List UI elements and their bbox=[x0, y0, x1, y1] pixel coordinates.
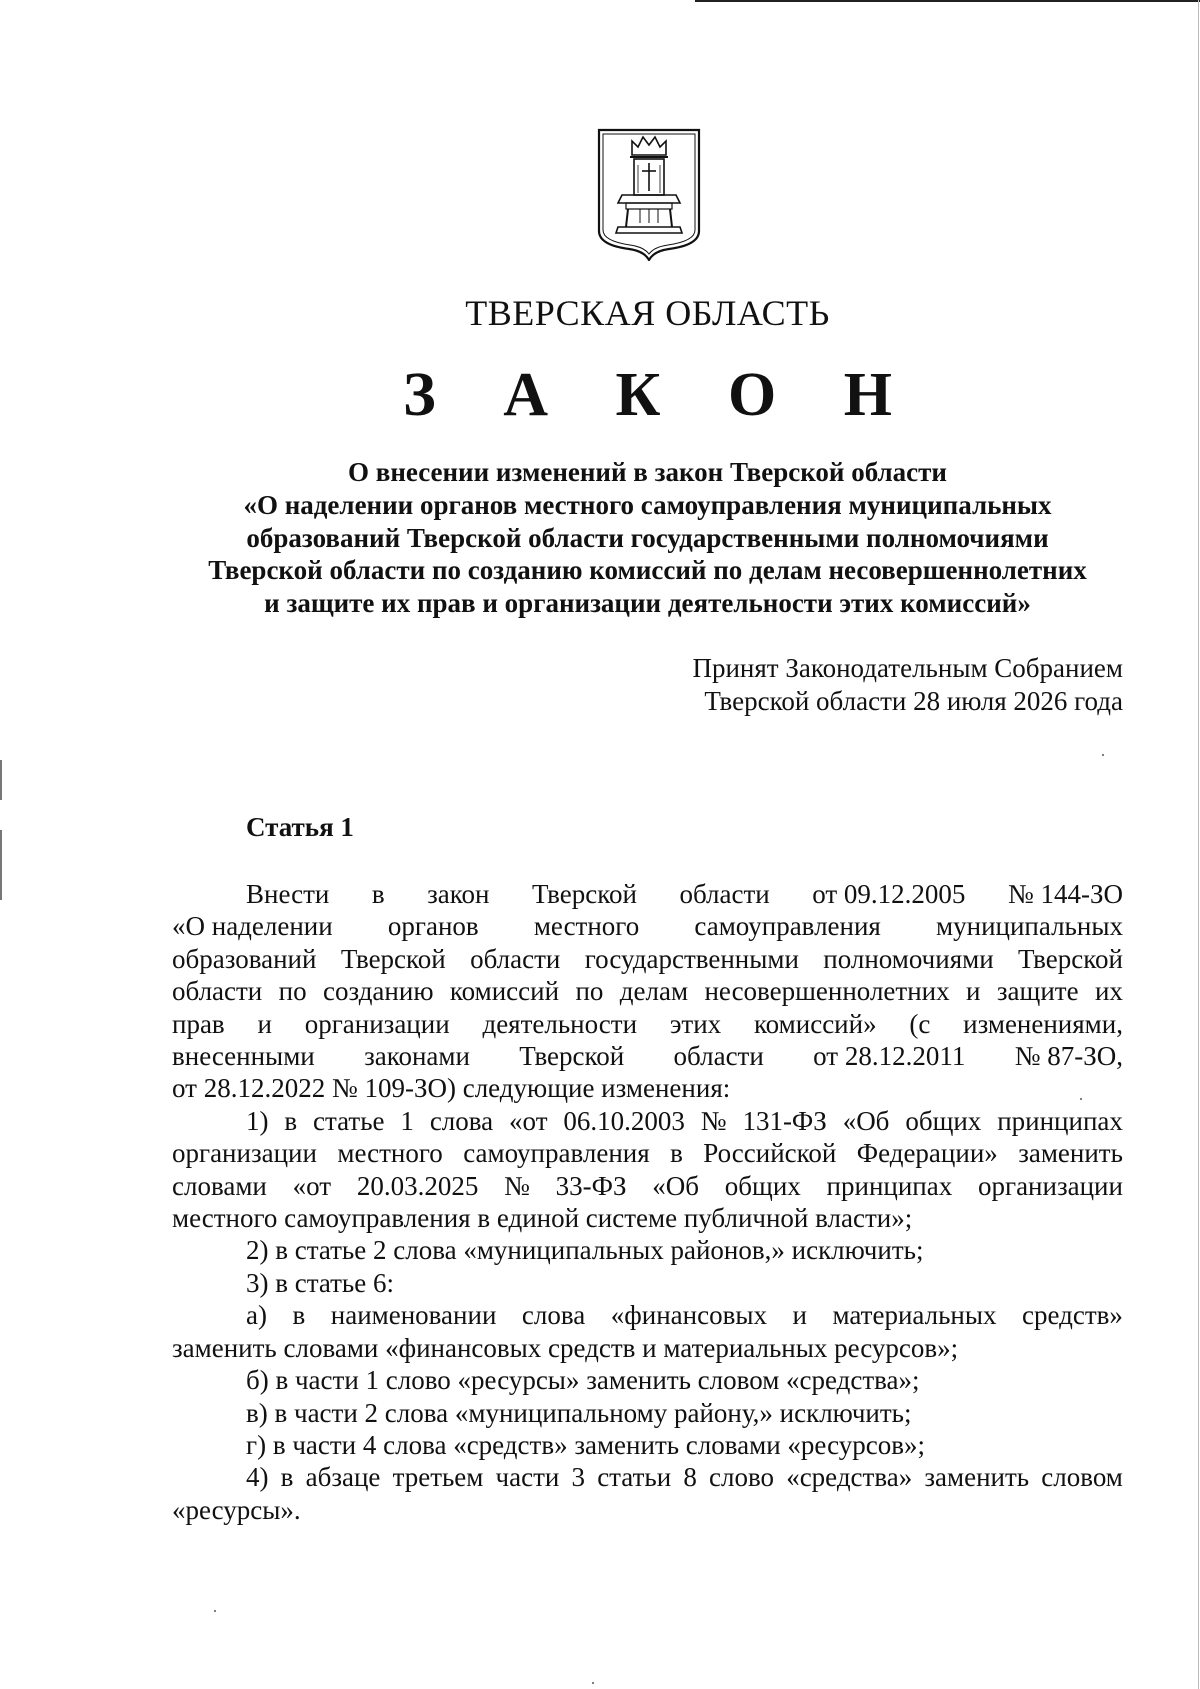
article-text-line bbox=[172, 1397, 1123, 1429]
article-text-line bbox=[172, 1332, 1123, 1364]
text-fragment: от 09.12.2005 bbox=[812, 879, 966, 909]
text-fragment: законами bbox=[364, 1041, 470, 1072]
text-fragment: «Об bbox=[652, 1170, 700, 1201]
text-fragment: изменениями, bbox=[963, 1008, 1123, 1039]
text-fragment: Тверской bbox=[532, 879, 637, 909]
article-text-line bbox=[172, 975, 1123, 1007]
text-fragment: от 28.12.2011 bbox=[813, 1041, 966, 1072]
text-fragment: «ресурсы». bbox=[172, 1494, 301, 1525]
text-fragment: в) в части 2 слова «муниципальному району,» исключить; bbox=[246, 1397, 912, 1428]
scan-edge-left bbox=[0, 760, 2, 800]
text-fragment: в bbox=[280, 1462, 294, 1493]
law-title bbox=[172, 456, 1123, 620]
text-fragment: и bbox=[257, 1008, 272, 1039]
article-text-line bbox=[172, 1461, 1123, 1493]
text-fragment: организации bbox=[978, 1170, 1123, 1201]
article-text-line bbox=[172, 1008, 1123, 1040]
article-text-line bbox=[172, 1137, 1123, 1169]
text-fragment: полномочиями bbox=[823, 943, 994, 974]
law-title-line: образований Тверской области государственными полномочиями bbox=[246, 522, 1049, 553]
text-fragment: № 144-ЗО bbox=[1007, 879, 1123, 909]
text-fragment: организации bbox=[304, 1008, 450, 1039]
text-fragment: созданию bbox=[323, 976, 434, 1007]
text-fragment: общих bbox=[905, 1105, 982, 1136]
text-fragment: средств» bbox=[1022, 1300, 1123, 1331]
text-fragment: Тверской bbox=[519, 1041, 625, 1072]
text-fragment: а) bbox=[246, 1300, 267, 1331]
article-text-line bbox=[172, 1494, 1123, 1526]
scan-edge-right bbox=[1198, 0, 1199, 1689]
text-fragment: комиссий bbox=[449, 976, 560, 1007]
text-fragment: принципах bbox=[997, 1105, 1123, 1136]
text-fragment: общих bbox=[724, 1170, 801, 1201]
text-fragment: в bbox=[670, 1138, 683, 1169]
text-fragment: Российской bbox=[703, 1138, 837, 1169]
article-text-line bbox=[172, 1105, 1123, 1137]
text-fragment: прав bbox=[172, 1008, 225, 1039]
text-fragment: принципах bbox=[826, 1170, 953, 1201]
text-fragment: Федерации» bbox=[856, 1138, 998, 1169]
text-fragment: заменить bbox=[1018, 1138, 1123, 1169]
text-fragment: словом bbox=[1041, 1462, 1123, 1493]
text-fragment: 3 bbox=[571, 1462, 586, 1493]
text-fragment: и bbox=[966, 976, 981, 1007]
scan-speck bbox=[1080, 1098, 1082, 1100]
text-fragment: № bbox=[700, 1105, 727, 1136]
text-fragment: заменить bbox=[924, 1462, 1030, 1493]
region-name: ТВЕРСКАЯ ОБЛАСТЬ bbox=[465, 293, 830, 333]
article-text-line bbox=[172, 910, 1123, 942]
text-fragment: 33-ФЗ bbox=[555, 1170, 627, 1201]
text-fragment: «от bbox=[509, 1105, 548, 1136]
text-fragment: организации bbox=[172, 1138, 317, 1169]
text-fragment: в bbox=[284, 1105, 298, 1136]
text-fragment: «О наделении bbox=[172, 911, 333, 942]
text-fragment: закон bbox=[427, 879, 490, 909]
article-text-line bbox=[172, 1202, 1123, 1234]
text-fragment: словами bbox=[172, 1170, 267, 1201]
text-fragment: делам bbox=[619, 976, 689, 1007]
scan-edge-left bbox=[0, 830, 2, 900]
text-fragment: статье bbox=[313, 1105, 385, 1136]
article-text-line bbox=[172, 1040, 1123, 1072]
scan-speck bbox=[1102, 754, 1104, 756]
article-heading: Статья 1 bbox=[246, 812, 354, 842]
text-fragment: комиссий» bbox=[753, 1008, 877, 1039]
text-fragment: третьем bbox=[392, 1462, 484, 1493]
text-fragment: 131-ФЗ bbox=[742, 1105, 827, 1136]
text-fragment: 06.10.2003 bbox=[563, 1105, 685, 1136]
text-fragment: муниципальных bbox=[936, 911, 1123, 942]
text-fragment: «от bbox=[292, 1170, 332, 1201]
article-text-line bbox=[172, 1364, 1123, 1396]
adoption-note bbox=[692, 652, 1123, 718]
text-fragment: слова bbox=[521, 1300, 586, 1331]
text-fragment: 1 bbox=[400, 1105, 414, 1136]
text-fragment: 4) bbox=[246, 1462, 269, 1493]
document-page bbox=[172, 0, 1123, 1689]
text-fragment: абзаце bbox=[305, 1462, 381, 1493]
text-fragment: «средства» bbox=[786, 1462, 913, 1493]
article-text-line bbox=[172, 943, 1123, 975]
law-title-line: О внесении изменений в закон Тверской области bbox=[348, 457, 947, 487]
text-fragment: деятельности bbox=[482, 1008, 638, 1039]
text-fragment: от 28.12.2022 № 109-ЗО) следующие изменения: bbox=[172, 1073, 731, 1104]
article-text-line bbox=[172, 1234, 1123, 1266]
text-fragment: образований bbox=[172, 943, 317, 974]
text-fragment: органов bbox=[387, 911, 479, 942]
article-text-line bbox=[172, 1267, 1123, 1299]
text-fragment: местного самоуправления в единой системе публичной власти»; bbox=[172, 1203, 913, 1234]
text-fragment: (с bbox=[909, 1008, 931, 1039]
text-fragment: государственными bbox=[584, 943, 799, 974]
text-fragment: 1) bbox=[246, 1105, 269, 1136]
text-fragment: самоуправления bbox=[694, 911, 881, 942]
document-type: З А К О Н bbox=[403, 361, 918, 429]
text-fragment: области bbox=[470, 943, 561, 974]
text-fragment: местного bbox=[533, 911, 640, 942]
tver-coat-of-arms-icon bbox=[596, 127, 702, 261]
text-fragment: 2) в статье 2 слова «муниципальных районов,» исключить; bbox=[246, 1235, 924, 1266]
text-fragment: материальных bbox=[832, 1300, 997, 1331]
text-fragment: б) в части 1 слово «ресурсы» заменить словом «средства»; bbox=[246, 1365, 920, 1396]
text-fragment: области bbox=[679, 879, 770, 909]
text-fragment: статьи bbox=[597, 1462, 672, 1493]
article-text-line bbox=[172, 1429, 1123, 1461]
text-fragment: наименовании bbox=[330, 1300, 497, 1331]
text-fragment: 20.03.2025 bbox=[356, 1170, 479, 1201]
text-fragment: несовершеннолетних bbox=[704, 976, 950, 1007]
text-fragment: № 87-ЗО, bbox=[1014, 1041, 1123, 1072]
text-fragment: г) в части 4 слова «средств» заменить словами «ресурсов»; bbox=[246, 1429, 925, 1460]
law-title-line: «О наделении органов местного самоуправления муниципальных bbox=[243, 489, 1052, 520]
article-text-line bbox=[172, 878, 1123, 910]
text-fragment: их bbox=[1094, 976, 1123, 1007]
text-fragment: в bbox=[371, 879, 385, 909]
text-fragment: Внести bbox=[246, 879, 330, 909]
text-fragment: защите bbox=[996, 976, 1079, 1007]
law-title-line: и защите их прав и организации деятельности этих комиссий» bbox=[264, 588, 1031, 619]
text-fragment: этих bbox=[669, 1008, 722, 1039]
scan-speck bbox=[214, 1610, 216, 1612]
scan-speck bbox=[592, 1682, 594, 1684]
law-title-line: Тверской области по созданию комиссий по делам несовершеннолетних bbox=[208, 555, 1087, 586]
text-fragment: 8 bbox=[683, 1462, 697, 1493]
text-fragment: и bbox=[792, 1300, 807, 1331]
text-fragment: внесенными bbox=[172, 1041, 315, 1072]
article-body bbox=[172, 878, 1123, 1526]
text-fragment: Тверской bbox=[340, 943, 446, 974]
text-fragment: местного bbox=[337, 1138, 443, 1169]
text-fragment: по bbox=[575, 976, 604, 1007]
text-fragment: части bbox=[495, 1462, 560, 1493]
text-fragment: Тверской bbox=[1018, 943, 1123, 974]
adoption-note-line: Тверской области 28 июля 2026 года bbox=[704, 686, 1123, 716]
text-fragment: «Об bbox=[842, 1105, 890, 1136]
text-fragment: в bbox=[292, 1300, 306, 1331]
text-fragment: слово bbox=[709, 1462, 775, 1493]
adoption-note-line: Принят Законодательным Собранием bbox=[692, 653, 1123, 683]
text-fragment: области bbox=[172, 976, 263, 1007]
text-fragment: «финансовых bbox=[610, 1300, 767, 1331]
article-text-line bbox=[172, 1170, 1123, 1202]
text-fragment: слова bbox=[429, 1105, 494, 1136]
text-fragment: области bbox=[673, 1041, 764, 1072]
text-fragment: 3) в статье 6: bbox=[246, 1267, 394, 1298]
text-fragment: заменить словами «финансовых средств и материальных ресурсов»; bbox=[172, 1332, 959, 1363]
article-text-line bbox=[172, 1072, 1123, 1104]
text-fragment: по bbox=[278, 976, 307, 1007]
article-text-line bbox=[172, 1299, 1123, 1331]
text-fragment: самоуправления bbox=[463, 1138, 650, 1169]
text-fragment: № bbox=[504, 1170, 530, 1201]
